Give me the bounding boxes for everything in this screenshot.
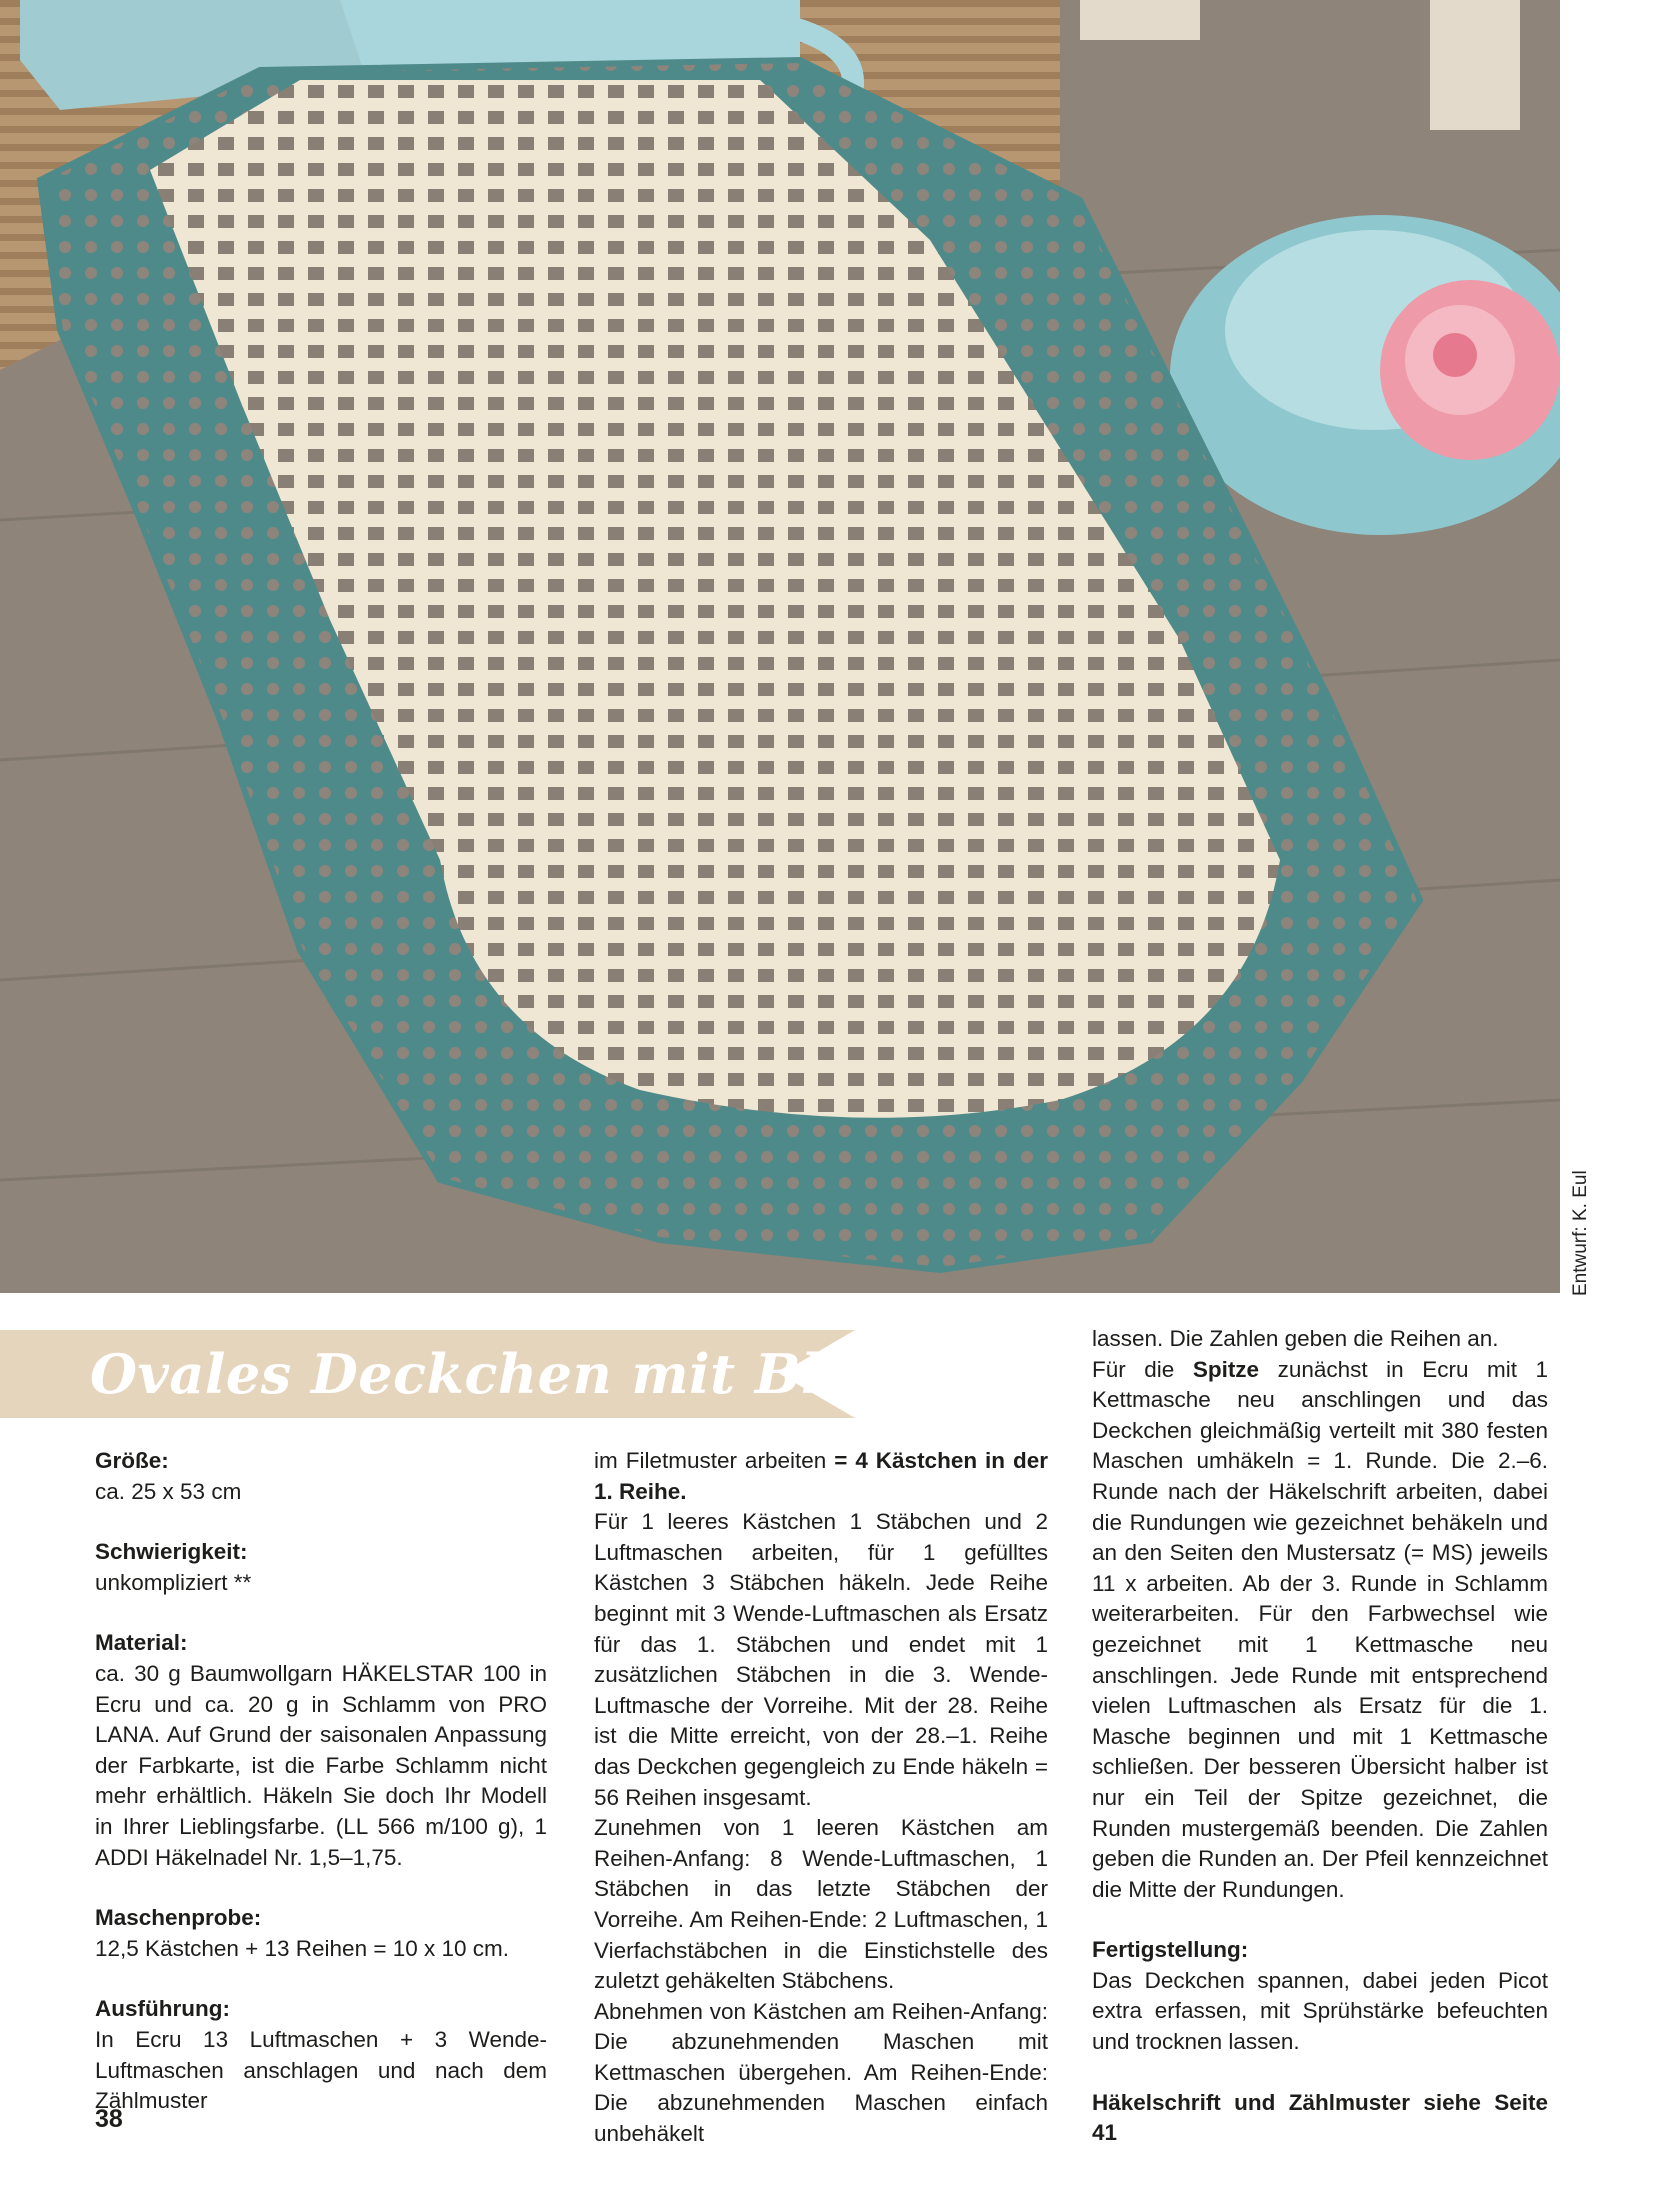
chart-reference: Häkelschrift und Zählmuster siehe Seite 41 (1092, 2089, 1548, 2146)
page-title: Ovales Deckchen mit Blüten (90, 1342, 962, 1406)
filet-intro (594, 1446, 1048, 1507)
filet-intro-bold: = 4 Kästchen in der 1. Reihe. (594, 1448, 1049, 1504)
finishing-text: Das Deckchen spannen, dabei jeden Picot extra erfassen, mit Sprühstärke befeuchten und trocknen lassen. (1092, 1967, 1548, 2055)
instructions-heading: Ausführung: (95, 1996, 230, 2022)
difficulty-heading: Schwierigkeit: (95, 1539, 248, 1565)
instructions-text: In Ecru 13 Luftmaschen + 3 Wende-Luftmaschen anschlagen und nach dem Zählmuster (95, 2026, 547, 2114)
filet-paragraph-1: Für 1 leeres Kästchen 1 Stäbchen und 2 Luftmaschen arbeiten, für 1 gefülltes Kästchen 3 Stäbchen häkeln. Jede Reihe beginnt mit 3 Wende-Luftmaschen als Ersatz für das 1. Stäbchen und endet mit 1 zusätzlichen Stäbchen in die 3. Wende-Luftmasche der Vorreihe. Mit der 28. Reihe ist die Mitte erreicht, von der 28.–1. Reihe das Deckchen gegengleich zu Ende häkeln = 56 Reihen insgesamt. (594, 1509, 1048, 1810)
decrease-paragraph: Abnehmen von Kästchen am Reihen-Anfang: Die abzunehmenden Maschen mit Kettmaschen übergehen. Am Reihen-Ende: Die abzunehmenden Maschen einfach unbehäkelt (594, 1998, 1048, 2147)
column-3 (1092, 1324, 1548, 2149)
edging-pre: Für die (1092, 1356, 1193, 1382)
filet-intro-text: im Filetmuster arbeiten (594, 1448, 835, 1473)
material-heading: Material: (95, 1630, 188, 1656)
title-banner (0, 1330, 962, 1418)
gauge-heading: Maschenprobe: (95, 1905, 262, 1931)
finishing-heading: Fertigstellung: (1092, 1937, 1249, 1963)
edging-text: zunächst in Ecru mit 1 Kettmasche neu anschlingen und das Deckchen gleichmäßig verteilt mit 380 festen Maschen umhäkeln = 1. Runde. Die 2.–6. Runde nach der Häkelschrift arbeiten, dabei die Rundungen wie gezeichnet behäkeln und an den Seiten den Mustersatz (= MS) jeweils 11 x arbeiten. Ab der 3. Runde in Schlamm weiterarbeiten. Für den Farbwechsel wie gezeichnet mit 1 Kettmasche neu anschlingen. Jede Runde mit entsprechend vielen Luftmaschen als Ersatz für die 1. Masche beginnen und mit 1 Kettmasche schließen. Der besseren Übersicht halber ist nur ein Teil der Spitze gezeichnet, die Runden mustergemäß beenden. Die Zahlen geben die Runden an. Der Pfeil kennzeichnet die Mitte der Rundungen. (1092, 1356, 1548, 1902)
size-text: ca. 25 x 53 cm (95, 1478, 242, 1504)
gauge-text: 12,5 Kästchen + 13 Reihen = 10 x 10 cm. (95, 1935, 510, 1961)
edging-paragraph (1092, 1355, 1548, 1906)
increase-paragraph: Zunehmen von 1 leeren Kästchen am Reihen-Anfang: 8 Wende-Luftmaschen, 1 Stäbchen in das letzte Stäbchen der Vorreihe. Am Reihen-Ende: 2 Luftmaschen, 1 Vierfachstäbchen in die Einstichstelle des zuletzt gehäkelten Stäbchens. (594, 1815, 1048, 1994)
design-credit: Entwurf: K. Eul (1570, 1170, 1591, 1296)
page-number: 38 (95, 2105, 123, 2133)
size-heading: Größe: (95, 1448, 169, 1473)
material-text: ca. 30 g Baumwollgarn HÄKELSTAR 100 in Ecru und ca. 20 g in Schlamm von PRO LANA. Auf Grund der saisonalen Anpassung der Farbkarte, ist die Farbe Schlamm nicht mehr erhältlich. Häkeln Sie doch Ihr Modell in Ihrer Lieblingsfarbe. (LL 566 m/100 g), 1 ADDI Häkelnadel Nr. 1,5–1,75. (95, 1660, 547, 1870)
rows-note: lassen. Die Zahlen geben die Reihen an. (1092, 1326, 1499, 1351)
difficulty-text: unkompliziert ** (95, 1569, 252, 1595)
column-2 (594, 1446, 1048, 2150)
edging-bold: Spitze (1192, 1356, 1260, 1382)
column-1 (95, 1446, 547, 2117)
